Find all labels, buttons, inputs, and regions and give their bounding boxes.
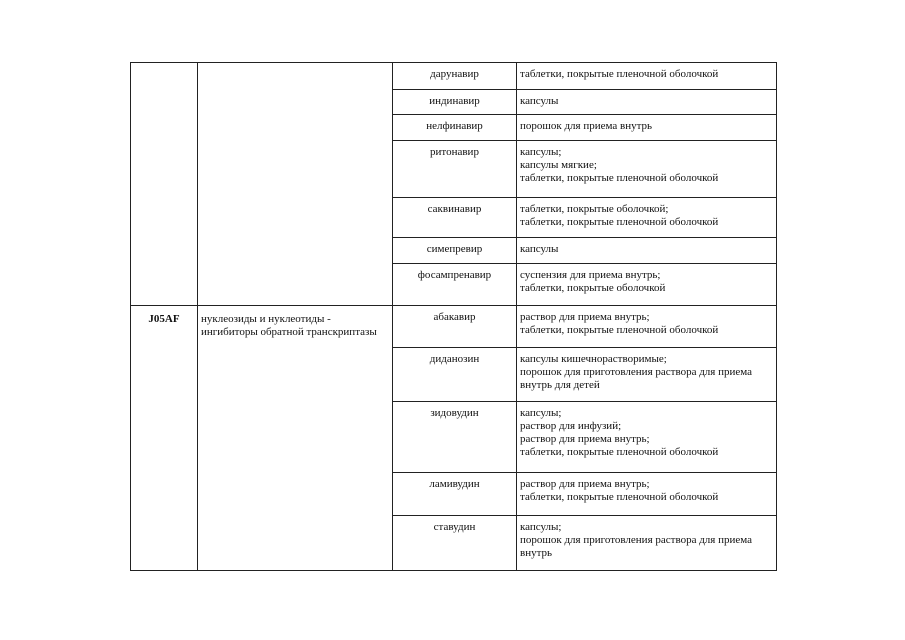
dosage-form-cell: капсулы; капсулы мягкие; таблетки, покрытые пленочной оболочкой	[517, 141, 777, 198]
drug-name-cell: дарунавир	[393, 63, 517, 90]
group-name-cell: нуклеозиды и нуклеотиды - ингибиторы обратной транскриптазы	[198, 306, 393, 571]
drug-name-cell: зидовудин	[393, 402, 517, 473]
dosage-form-cell: капсулы кишечнорастворимые; порошок для приготовления раствора для приема внутрь для детей	[517, 348, 777, 402]
drug-name-cell: индинавир	[393, 90, 517, 115]
drug-table-body	[131, 63, 777, 571]
dosage-form-cell: капсулы; раствор для инфузий; раствор для приема внутрь; таблетки, покрытые пленочной оболочкой	[517, 402, 777, 473]
drug-name-cell: диданозин	[393, 348, 517, 402]
dosage-form-cell: капсулы	[517, 90, 777, 115]
table-row	[131, 63, 777, 90]
drug-name-cell: абакавир	[393, 306, 517, 348]
dosage-form-cell: раствор для приема внутрь; таблетки, покрытые пленочной оболочкой	[517, 473, 777, 516]
drug-table	[130, 62, 777, 571]
drug-name-cell: саквинавир	[393, 198, 517, 238]
dosage-form-cell: таблетки, покрытые пленочной оболочкой	[517, 63, 777, 90]
drug-name-cell: ритонавир	[393, 141, 517, 198]
dosage-form-cell: порошок для приема внутрь	[517, 115, 777, 141]
atc-code-cell	[131, 63, 198, 306]
table-row	[131, 306, 777, 348]
atc-code-cell: J05AF	[131, 306, 198, 571]
dosage-form-cell: таблетки, покрытые оболочкой; таблетки, покрытые пленочной оболочкой	[517, 198, 777, 238]
dosage-form-cell: раствор для приема внутрь; таблетки, покрытые пленочной оболочкой	[517, 306, 777, 348]
drug-name-cell: ставудин	[393, 516, 517, 571]
dosage-form-cell: суспензия для приема внутрь; таблетки, покрытые оболочкой	[517, 264, 777, 306]
drug-name-cell: фосампренавир	[393, 264, 517, 306]
drug-name-cell: ламивудин	[393, 473, 517, 516]
dosage-form-cell: капсулы; порошок для приготовления раствора для приема внутрь	[517, 516, 777, 571]
drug-name-cell: симепревир	[393, 238, 517, 264]
group-name-cell	[198, 63, 393, 306]
dosage-form-cell: капсулы	[517, 238, 777, 264]
drug-name-cell: нелфинавир	[393, 115, 517, 141]
